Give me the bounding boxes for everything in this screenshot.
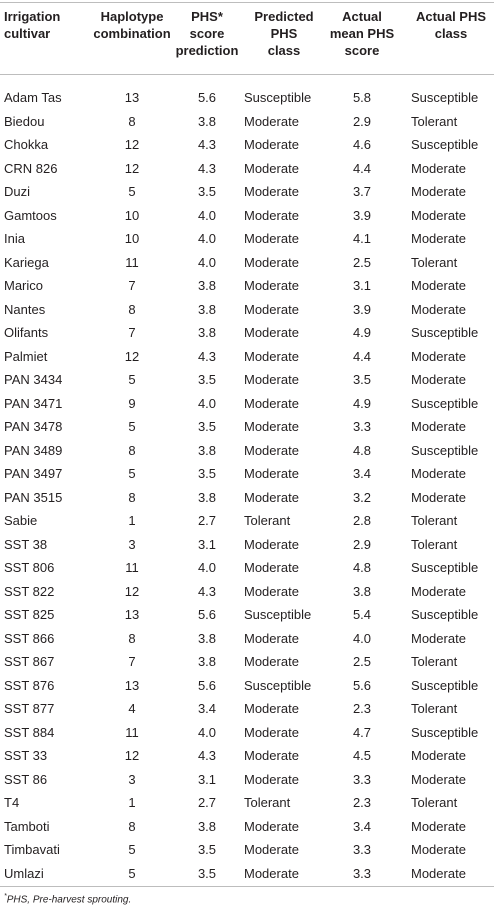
cell-phs-prediction: 4.3 — [197, 583, 217, 599]
cell-haplotype: 8 — [128, 113, 136, 129]
cell-phs-prediction: 3.8 — [197, 489, 217, 505]
cell-actual-score: 4.5 — [352, 748, 372, 763]
table-body — [0, 86, 494, 885]
cell-phs-prediction: 4.0 — [197, 724, 217, 740]
table-row — [0, 368, 494, 392]
cell-cultivar: Nantes — [4, 301, 46, 317]
header-line: mean PHS — [329, 26, 395, 41]
cell-actual-class: Moderate — [411, 771, 466, 787]
cell-predicted-class: Moderate — [244, 724, 299, 740]
cell-predicted-class: Moderate — [244, 278, 299, 293]
cell-actual-score: 3.2 — [352, 489, 372, 505]
cell-predicted-class: Moderate — [244, 301, 299, 317]
table-row — [0, 627, 494, 651]
top-rule — [0, 2, 494, 3]
cell-haplotype: 12 — [124, 748, 140, 763]
cell-phs-prediction: 4.0 — [197, 560, 217, 575]
cell-cultivar: Adam Tas — [4, 90, 62, 105]
cell-actual-class: Susceptible — [411, 325, 479, 340]
cell-predicted-class: Moderate — [244, 348, 299, 364]
cell-cultivar: PAN 3497 — [4, 466, 63, 481]
cell-phs-prediction: 3.8 — [197, 325, 217, 340]
table-row — [0, 721, 494, 745]
footnote-marker: * — [4, 893, 7, 900]
cell-haplotype: 12 — [124, 348, 140, 364]
cell-actual-class: Moderate — [411, 207, 466, 223]
cell-actual-class: Moderate — [411, 278, 466, 293]
cell-actual-class: Tolerant — [411, 536, 458, 552]
cell-actual-class: Susceptible — [411, 442, 479, 458]
table-row — [0, 180, 494, 204]
cell-predicted-class: Moderate — [244, 748, 299, 763]
cell-actual-score: 3.9 — [352, 301, 372, 317]
table-row — [0, 227, 494, 251]
table-row — [0, 462, 494, 486]
cell-actual-class: Tolerant — [411, 654, 458, 669]
header-line: class — [267, 43, 301, 58]
table-row — [0, 486, 494, 510]
cell-haplotype: 5 — [128, 419, 136, 434]
footnote-text: PHS, Pre-harvest sprouting. — [6, 894, 132, 906]
cell-cultivar: Duzi — [4, 184, 31, 199]
cell-phs-prediction: 3.5 — [197, 184, 217, 199]
cell-haplotype: 5 — [128, 842, 136, 857]
cell-haplotype: 3 — [128, 771, 136, 787]
cell-haplotype: 8 — [128, 301, 136, 317]
cell-actual-score: 2.9 — [352, 536, 372, 552]
cell-predicted-class: Moderate — [244, 137, 299, 152]
cell-actual-class: Moderate — [411, 372, 466, 387]
cell-phs-prediction: 2.7 — [197, 795, 217, 810]
cell-actual-class: Moderate — [411, 842, 466, 857]
cell-predicted-class: Moderate — [244, 771, 299, 787]
cell-cultivar: SST 38 — [4, 536, 48, 552]
cell-predicted-class: Moderate — [244, 372, 299, 387]
header-line: Haplotype — [100, 9, 164, 24]
cell-predicted-class: Moderate — [244, 630, 299, 646]
cell-phs-prediction: 4.0 — [197, 207, 217, 223]
header-line: Actual PHS — [415, 9, 487, 24]
cell-cultivar: PAN 3515 — [4, 489, 63, 505]
cell-actual-class: Moderate — [411, 818, 466, 834]
cell-phs-prediction: 3.5 — [197, 466, 217, 481]
cell-actual-score: 3.8 — [352, 583, 372, 599]
cell-phs-prediction: 3.8 — [197, 630, 217, 646]
cell-predicted-class: Moderate — [244, 231, 299, 246]
cell-actual-score: 3.5 — [352, 372, 372, 387]
cell-actual-score: 2.5 — [352, 654, 372, 669]
cell-cultivar: PAN 3489 — [4, 442, 63, 458]
table-row — [0, 157, 494, 181]
cell-cultivar: Biedou — [4, 113, 45, 129]
cell-cultivar: SST 867 — [4, 654, 55, 669]
table-row — [0, 439, 494, 463]
cell-actual-score: 3.3 — [352, 865, 372, 881]
cell-actual-score: 2.3 — [352, 701, 372, 716]
cell-predicted-class: Moderate — [244, 654, 299, 669]
cell-actual-score: 2.9 — [352, 113, 372, 129]
cell-actual-score: 3.7 — [352, 184, 372, 199]
cell-haplotype: 4 — [128, 701, 136, 716]
table-row — [0, 415, 494, 439]
cell-cultivar: Sabie — [4, 513, 38, 528]
cell-phs-prediction: 3.8 — [197, 442, 217, 458]
header-rule — [0, 74, 494, 75]
cell-cultivar: PAN 3434 — [4, 372, 63, 387]
cell-actual-score: 4.8 — [352, 560, 372, 575]
table-row — [0, 768, 494, 792]
cell-predicted-class: Moderate — [244, 583, 299, 599]
cell-haplotype: 7 — [128, 325, 136, 340]
table-row — [0, 204, 494, 228]
cell-actual-score: 4.1 — [352, 231, 372, 246]
header-line: PHS — [270, 26, 298, 41]
cell-actual-class: Tolerant — [411, 701, 458, 716]
cell-actual-class: Tolerant — [411, 795, 458, 810]
header-line: class — [434, 26, 468, 41]
cell-predicted-class: Moderate — [244, 536, 299, 552]
cell-phs-prediction: 3.1 — [197, 536, 217, 552]
cell-actual-class: Susceptible — [411, 395, 479, 411]
cell-phs-prediction: 4.3 — [197, 348, 217, 364]
header-line: Predicted — [254, 9, 314, 24]
cell-haplotype: 8 — [128, 630, 136, 646]
table-row — [0, 251, 494, 275]
cell-cultivar: Inia — [4, 231, 25, 246]
cell-phs-prediction: 4.3 — [197, 160, 217, 176]
cell-actual-class: Moderate — [411, 160, 466, 176]
cell-actual-score: 2.5 — [352, 254, 372, 270]
cell-predicted-class: Moderate — [244, 395, 299, 411]
bottom-rule — [0, 886, 494, 887]
table-row — [0, 556, 494, 580]
cell-phs-prediction: 3.8 — [197, 278, 217, 293]
cell-predicted-class: Moderate — [244, 842, 299, 857]
cell-predicted-class: Moderate — [244, 325, 299, 340]
cell-cultivar: PAN 3471 — [4, 395, 63, 411]
cell-haplotype: 5 — [128, 184, 136, 199]
cell-predicted-class: Moderate — [244, 701, 299, 716]
cell-haplotype: 8 — [128, 818, 136, 834]
table-row — [0, 298, 494, 322]
cell-actual-score: 4.9 — [352, 325, 372, 340]
cell-phs-prediction: 3.5 — [197, 372, 217, 387]
table-row — [0, 674, 494, 698]
cell-actual-class: Moderate — [411, 865, 466, 881]
cell-actual-score: 3.4 — [352, 818, 372, 834]
header-phs-score-prediction — [172, 8, 242, 59]
cell-haplotype: 13 — [124, 677, 140, 693]
cell-haplotype: 10 — [124, 207, 140, 223]
cell-actual-score: 4.4 — [352, 348, 372, 364]
cell-phs-prediction: 5.6 — [197, 677, 217, 693]
table-row — [0, 697, 494, 721]
cell-haplotype: 10 — [124, 231, 140, 246]
table-row — [0, 133, 494, 157]
cell-actual-class: Susceptible — [411, 560, 479, 575]
cell-cultivar: Palmiet — [4, 348, 48, 364]
cell-actual-class: Susceptible — [411, 724, 479, 740]
header-line: PHS* — [191, 9, 223, 24]
cell-haplotype: 7 — [128, 654, 136, 669]
cell-cultivar: SST 822 — [4, 583, 55, 599]
cell-actual-score: 4.4 — [352, 160, 372, 176]
cell-predicted-class: Moderate — [244, 419, 299, 434]
cell-actual-class: Moderate — [411, 489, 466, 505]
cell-actual-class: Moderate — [411, 301, 466, 317]
cell-actual-score: 3.3 — [352, 771, 372, 787]
cell-phs-prediction: 3.8 — [197, 654, 217, 669]
cell-actual-class: Tolerant — [411, 513, 458, 528]
cell-cultivar: Olifants — [4, 325, 49, 340]
cell-cultivar: Chokka — [4, 137, 49, 152]
cell-cultivar: CRN 826 — [4, 160, 58, 176]
cell-haplotype: 9 — [128, 395, 136, 411]
cell-actual-score: 3.9 — [352, 207, 372, 223]
cell-phs-prediction: 3.5 — [197, 419, 217, 434]
cell-actual-score: 4.6 — [352, 137, 372, 152]
cell-haplotype: 13 — [124, 607, 140, 622]
cell-predicted-class: Susceptible — [244, 677, 312, 693]
cell-cultivar: Kariega — [4, 254, 49, 270]
cell-predicted-class: Moderate — [244, 489, 299, 505]
cell-cultivar: SST 876 — [4, 677, 55, 693]
cell-haplotype: 1 — [128, 795, 136, 810]
table-row — [0, 580, 494, 604]
cell-haplotype: 13 — [124, 90, 140, 105]
cell-phs-prediction: 3.8 — [197, 818, 217, 834]
cell-phs-prediction: 2.7 — [197, 513, 217, 528]
cell-actual-class: Moderate — [411, 231, 466, 246]
cell-actual-score: 3.4 — [352, 466, 372, 481]
cell-phs-prediction: 3.4 — [197, 701, 217, 716]
cell-predicted-class: Moderate — [244, 865, 299, 881]
cell-actual-score: 3.1 — [352, 278, 372, 293]
header-actual-phs-class — [411, 8, 491, 42]
table-row — [0, 110, 494, 134]
table-row — [0, 86, 494, 110]
cell-cultivar: Timbavati — [4, 842, 60, 857]
header-predicted-phs-class — [244, 8, 324, 59]
cell-cultivar: SST 884 — [4, 724, 55, 740]
cell-actual-class: Tolerant — [411, 113, 458, 129]
cell-cultivar: SST 33 — [4, 748, 48, 763]
cell-haplotype: 12 — [124, 160, 140, 176]
cell-predicted-class: Moderate — [244, 207, 299, 223]
cell-phs-prediction: 4.0 — [197, 254, 217, 270]
table-row — [0, 603, 494, 627]
cell-predicted-class: Moderate — [244, 160, 299, 176]
cell-actual-score: 4.7 — [352, 724, 372, 740]
cell-actual-class: Moderate — [411, 630, 466, 646]
cell-actual-class: Moderate — [411, 583, 466, 599]
cell-predicted-class: Moderate — [244, 560, 299, 575]
header-line: cultivar — [4, 26, 51, 41]
header-line: Irrigation — [4, 9, 61, 24]
cell-actual-class: Moderate — [411, 466, 466, 481]
table-row — [0, 791, 494, 815]
cell-actual-score: 4.0 — [352, 630, 372, 646]
table-row — [0, 392, 494, 416]
cell-actual-class: Moderate — [411, 748, 466, 763]
table-row — [0, 862, 494, 886]
cell-haplotype: 8 — [128, 442, 136, 458]
cell-actual-score: 4.8 — [352, 442, 372, 458]
cell-phs-prediction: 4.0 — [197, 395, 217, 411]
cell-predicted-class: Tolerant — [244, 795, 291, 810]
cell-haplotype: 3 — [128, 536, 136, 552]
cell-actual-class: Moderate — [411, 184, 466, 199]
header-line: combination — [93, 26, 171, 41]
cell-actual-class: Susceptible — [411, 607, 479, 622]
cell-predicted-class: Moderate — [244, 818, 299, 834]
header-line: prediction — [175, 43, 239, 58]
table-row — [0, 533, 494, 557]
cell-actual-class: Moderate — [411, 419, 466, 434]
cell-cultivar: Tamboti — [4, 818, 50, 834]
cell-haplotype: 7 — [128, 278, 136, 293]
cell-phs-prediction: 5.6 — [197, 607, 217, 622]
table-row — [0, 838, 494, 862]
table-row — [0, 650, 494, 674]
cell-predicted-class: Moderate — [244, 113, 299, 129]
cell-haplotype: 5 — [128, 372, 136, 387]
cell-phs-prediction: 4.0 — [197, 231, 217, 246]
cell-cultivar: SST 877 — [4, 701, 55, 716]
cell-cultivar: SST 866 — [4, 630, 55, 646]
header-irrigation-cultivar — [4, 8, 92, 42]
cell-actual-score: 4.9 — [352, 395, 372, 411]
cell-cultivar: SST 825 — [4, 607, 55, 622]
cell-actual-class: Susceptible — [411, 137, 479, 152]
cell-actual-score: 3.3 — [352, 842, 372, 857]
cell-actual-score: 5.4 — [352, 607, 372, 622]
cell-phs-prediction: 4.3 — [197, 748, 217, 763]
cell-predicted-class: Susceptible — [244, 90, 312, 105]
table-row — [0, 321, 494, 345]
cell-cultivar: Umlazi — [4, 865, 44, 881]
cell-haplotype: 11 — [125, 724, 139, 740]
header-actual-mean-phs-score — [324, 8, 400, 59]
cell-predicted-class: Moderate — [244, 254, 299, 270]
header-line: score — [344, 43, 380, 58]
cell-haplotype: 12 — [124, 583, 140, 599]
cell-predicted-class: Moderate — [244, 442, 299, 458]
cell-haplotype: 1 — [128, 513, 136, 528]
footnote — [4, 893, 131, 905]
cell-phs-prediction: 3.5 — [197, 865, 217, 881]
cell-phs-prediction: 3.8 — [197, 113, 217, 129]
cell-cultivar: Marico — [4, 278, 44, 293]
cell-actual-score: 2.8 — [352, 513, 372, 528]
cell-cultivar: SST 806 — [4, 560, 55, 575]
cell-cultivar: PAN 3478 — [4, 419, 63, 434]
cell-haplotype: 8 — [128, 489, 136, 505]
cell-phs-prediction: 5.6 — [197, 90, 217, 105]
cell-haplotype: 11 — [125, 254, 139, 270]
cell-predicted-class: Moderate — [244, 466, 299, 481]
cell-actual-class: Moderate — [411, 348, 466, 364]
cell-cultivar: SST 86 — [4, 771, 48, 787]
cell-phs-prediction: 3.8 — [197, 301, 217, 317]
cell-actual-class: Tolerant — [411, 254, 458, 270]
cell-phs-prediction: 4.3 — [197, 137, 217, 152]
cell-actual-class: Susceptible — [411, 90, 479, 105]
table-row — [0, 509, 494, 533]
cell-actual-score: 5.8 — [352, 90, 372, 105]
header-haplotype-combination — [92, 8, 172, 42]
cell-predicted-class: Susceptible — [244, 607, 312, 622]
cell-actual-score: 3.3 — [352, 419, 372, 434]
cell-phs-prediction: 3.5 — [197, 842, 217, 857]
cell-actual-score: 2.3 — [352, 795, 372, 810]
cell-cultivar: Gamtoos — [4, 207, 57, 223]
cell-phs-prediction: 3.1 — [197, 771, 217, 787]
table-row — [0, 744, 494, 768]
table-row — [0, 274, 494, 298]
cell-haplotype: 5 — [128, 466, 136, 481]
header-line: Actual — [342, 9, 382, 24]
table-row — [0, 345, 494, 369]
cell-actual-score: 5.6 — [352, 677, 372, 693]
cell-predicted-class: Moderate — [244, 184, 299, 199]
cell-haplotype: 11 — [125, 560, 139, 575]
header-line: score — [189, 26, 225, 41]
cell-cultivar: T4 — [4, 795, 20, 810]
cell-haplotype: 5 — [128, 865, 136, 881]
cell-predicted-class: Tolerant — [244, 513, 291, 528]
table-header — [0, 8, 494, 68]
cell-actual-class: Susceptible — [411, 677, 479, 693]
table-row — [0, 815, 494, 839]
cell-haplotype: 12 — [124, 137, 140, 152]
